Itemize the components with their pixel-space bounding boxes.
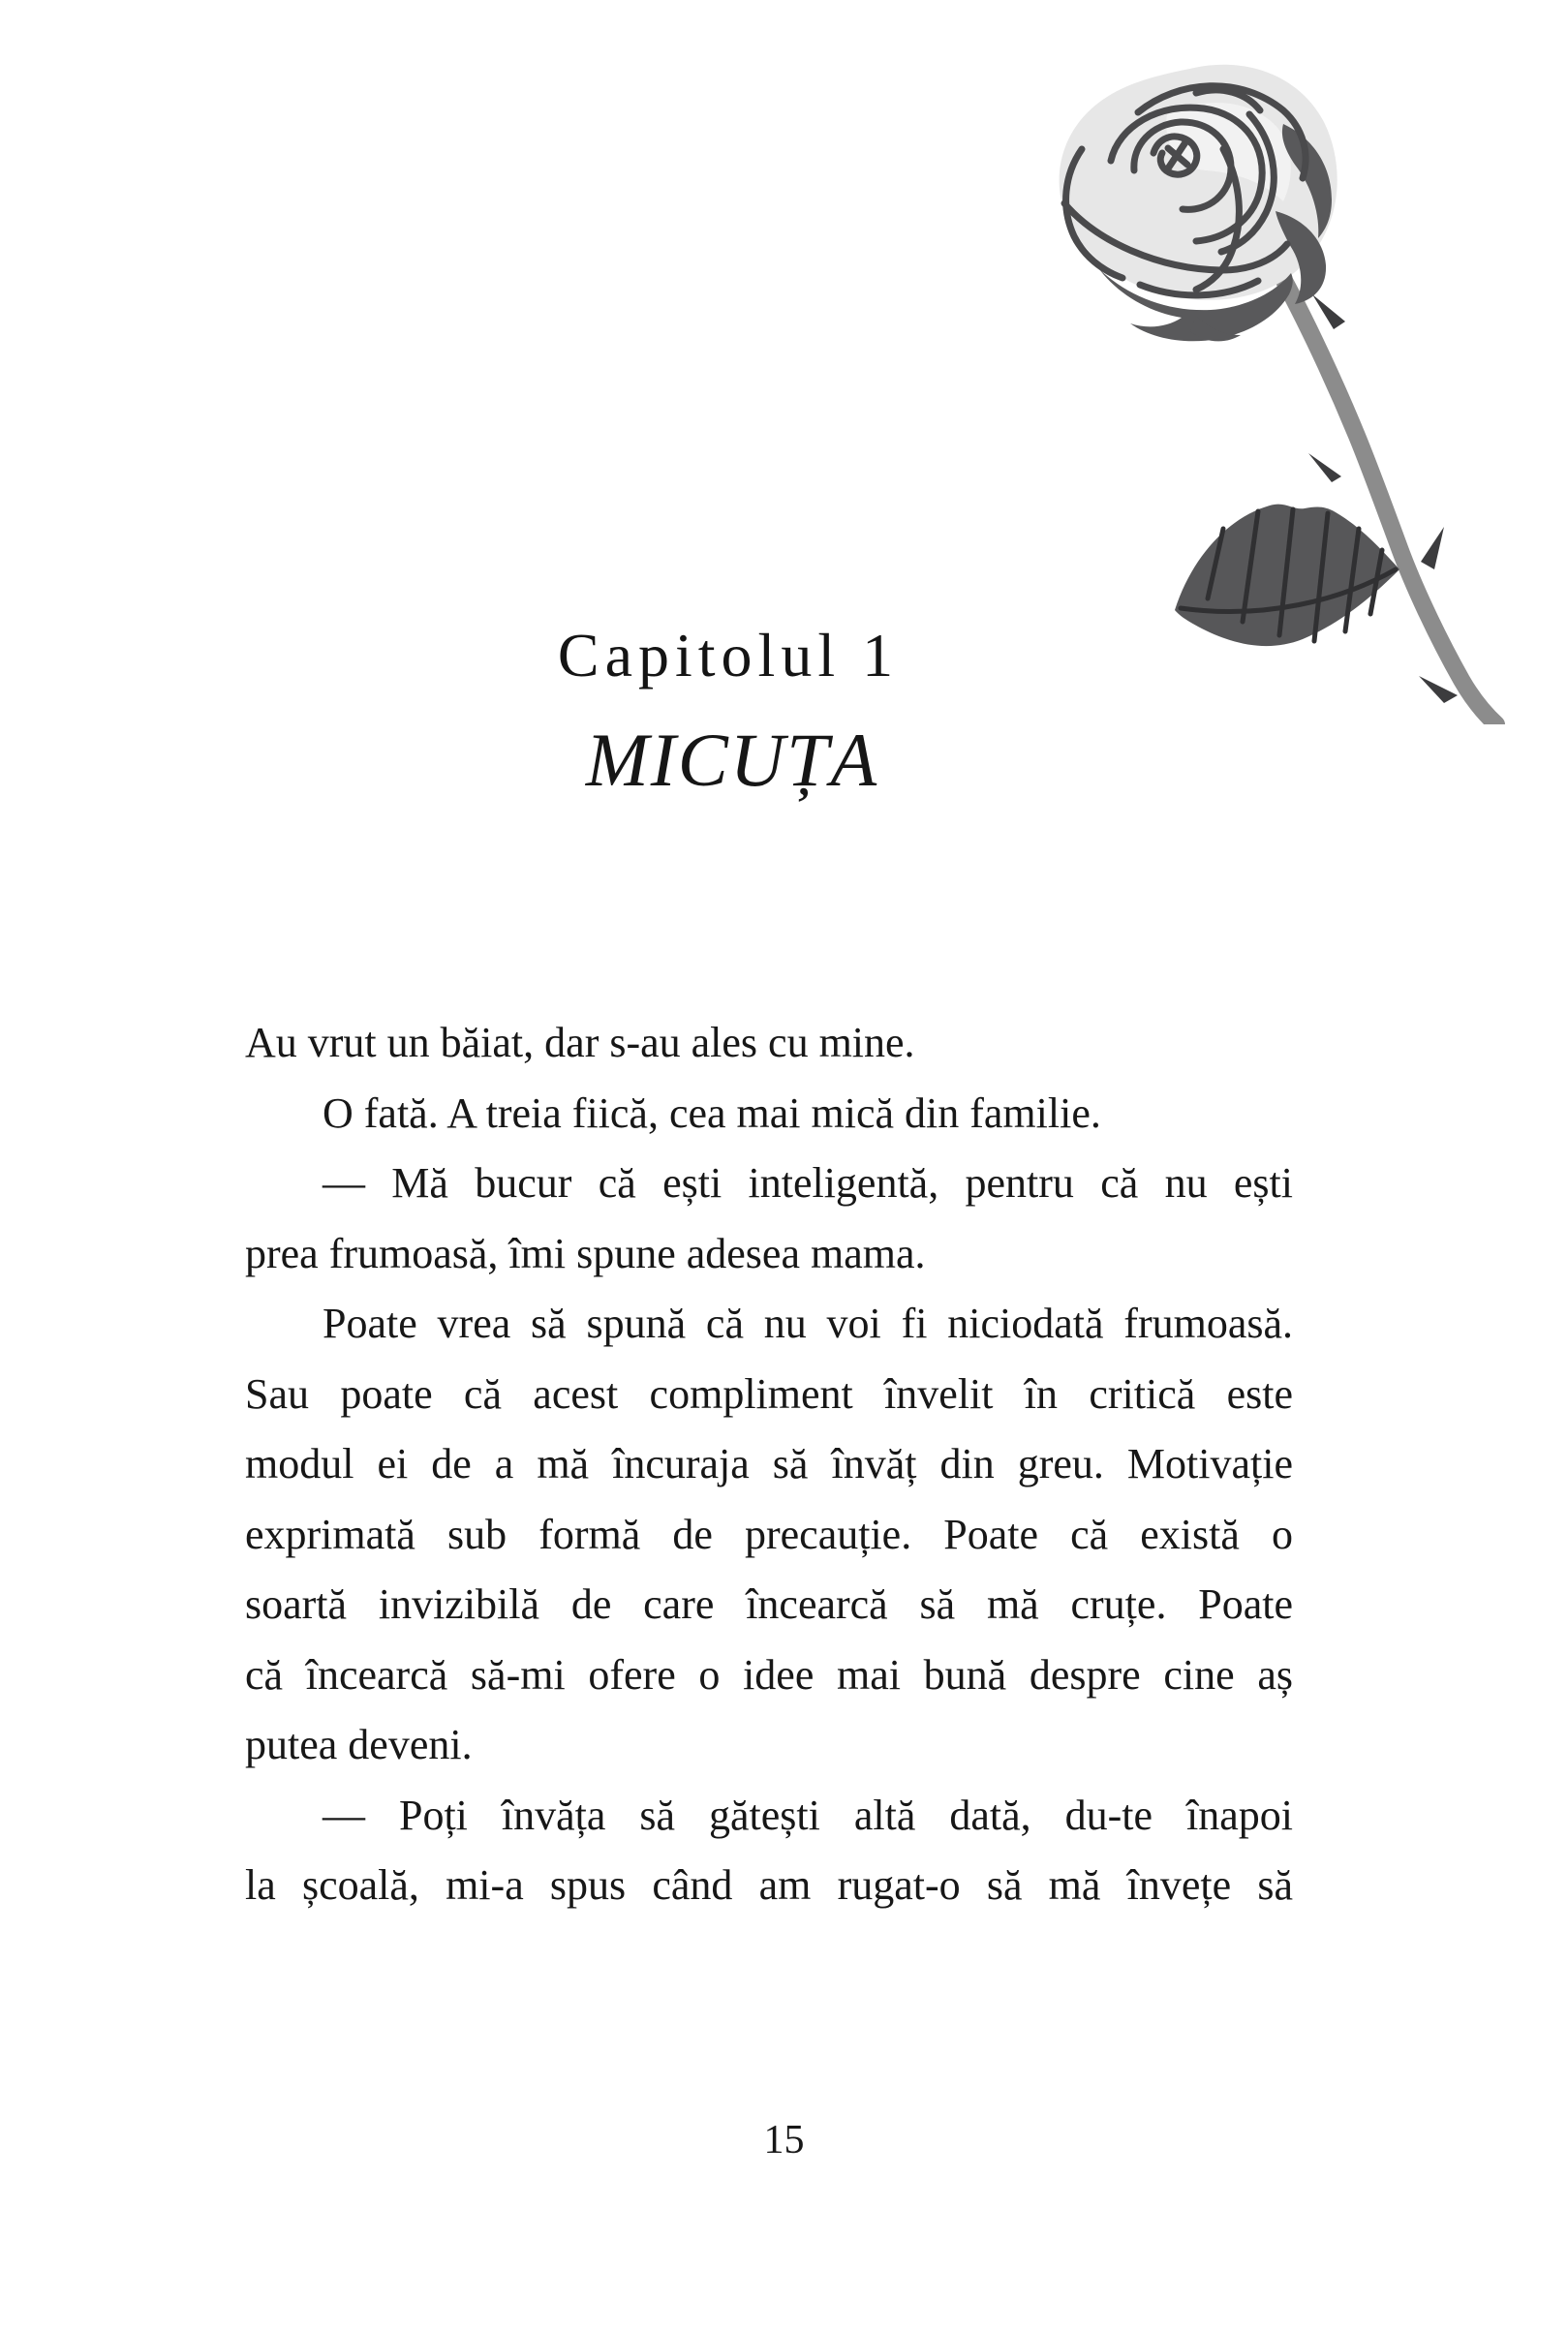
text-line: — Poți învăța să gătești altă dată, du-te înapoi — [323, 1791, 1293, 1839]
body-text — [245, 1008, 1293, 1921]
text-line: soartă invizibilă de care încearcă să mă cruțe. Poate — [245, 1580, 1293, 1628]
text-line: exprimată sub formă de precauție. Poate că există o — [245, 1510, 1293, 1558]
page-number: 15 — [763, 2118, 805, 2162]
text-line: — Mă bucur că ești inteligentă, pentru că nu ești — [323, 1159, 1293, 1207]
text-line: O fată. A treia fiică, cea mai mică din familie. — [323, 1088, 1101, 1137]
chapter-label: Capitolul 1 — [557, 621, 900, 690]
text-line: modul ei de a mă încuraja să învăț din greu. Motivație — [245, 1440, 1293, 1487]
text-line: prea frumoasă, îmi spune adesea mama. — [245, 1229, 926, 1277]
text-line: Poate vrea să spună că nu voi fi niciodată frumoasă. — [323, 1300, 1293, 1347]
text-line: că încearcă să-mi ofere o idee mai bună despre cine aș — [245, 1650, 1293, 1699]
rose-stem — [1274, 261, 1496, 724]
text-line: la școală, mi-a spus când am rugat-o să mă învețe să — [245, 1861, 1293, 1909]
text-line: Au vrut un băiat, dar s-au ales cu mine. — [245, 1019, 915, 1066]
text-line: putea deveni. — [245, 1721, 473, 1768]
text-line: Sau poate că acest compliment învelit în critică este — [245, 1369, 1293, 1418]
chapter-title: MICUȚA — [585, 718, 879, 802]
